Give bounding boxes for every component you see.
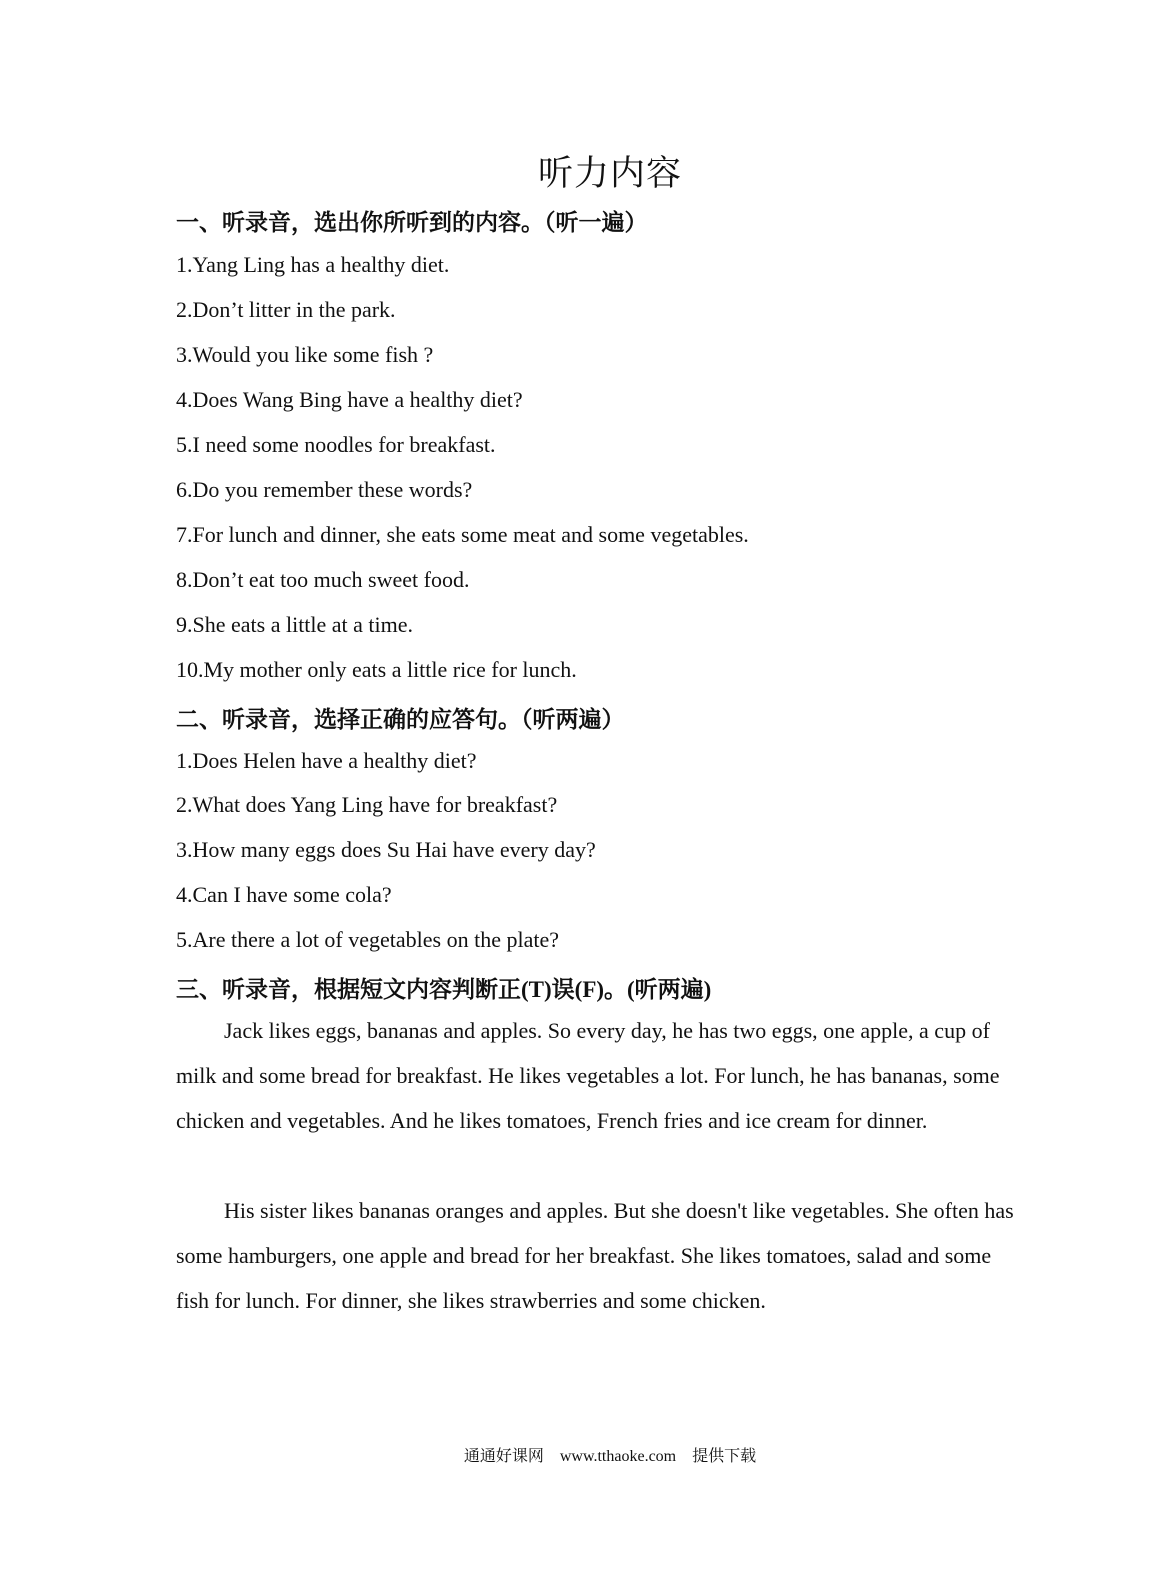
section1-heading: 一、听录音，选出你所听到的内容。（听一遍） (176, 210, 648, 235)
section1-item-3: 3.Would you like some fish ? (176, 342, 434, 367)
section1-item-7: 7.For lunch and dinner, she eats some meat and some vegetables. (176, 522, 749, 547)
section3-heading: 三、听录音，根据短文内容判断正(T)误(F)。(听两遍) (176, 977, 712, 1002)
passage-paragraph-1: Jack likes eggs, bananas and apples. So every day, he has two eggs, one apple, a cup of milk and some bread for breakfast. He likes vegetables a lot. For lunch, he has bananas, some chicken and vegetables. And he likes tomatoes, French fries and ice cream for dinner. (176, 1018, 1000, 1133)
section1-item-9: 9.She eats a little at a time. (176, 612, 414, 637)
footer-note: 提供下载 (692, 1448, 757, 1465)
page-footer (0, 1443, 1152, 1466)
section2-item-3: 3.How many eggs does Su Hai have every day? (176, 837, 596, 862)
section2-item-2: 2.What does Yang Ling have for breakfast? (176, 792, 558, 817)
footer-url: www.tthaoke.com (559, 1448, 677, 1465)
section1-item-8: 8.Don’t eat too much sweet food. (176, 567, 470, 592)
section2-item-4: 4.Can I have some cola? (176, 882, 392, 907)
section1-item-4: 4.Does Wang Bing have a healthy diet? (176, 387, 523, 412)
footer-site-name: 通通好课网 (463, 1448, 544, 1465)
section1-item-1: 1.Yang Ling has a healthy diet. (176, 252, 450, 277)
section1-item-5: 5.I need some noodles for breakfast. (176, 432, 496, 457)
section2-item-5: 5.Are there a lot of vegetables on the plate? (176, 927, 560, 952)
section1-item-10: 10.My mother only eats a little rice for lunch. (176, 657, 577, 682)
passage-paragraph-2: His sister likes bananas oranges and apples. But she doesn't like vegetables. She often has some hamburgers, one apple and bread for her breakfast. She likes tomatoes, salad and some fish for lunch. For dinner, she likes strawberries and some chicken. (176, 1198, 1014, 1313)
section2-heading: 二、听录音，选择正确的应答句。（听两遍） (176, 707, 625, 732)
section1-item-2: 2.Don’t litter in the park. (176, 297, 396, 322)
section1-item-6: 6.Do you remember these words? (176, 477, 473, 502)
page-title: 听力内容 (537, 154, 682, 193)
section2-item-1: 1.Does Helen have a healthy diet? (176, 748, 477, 773)
